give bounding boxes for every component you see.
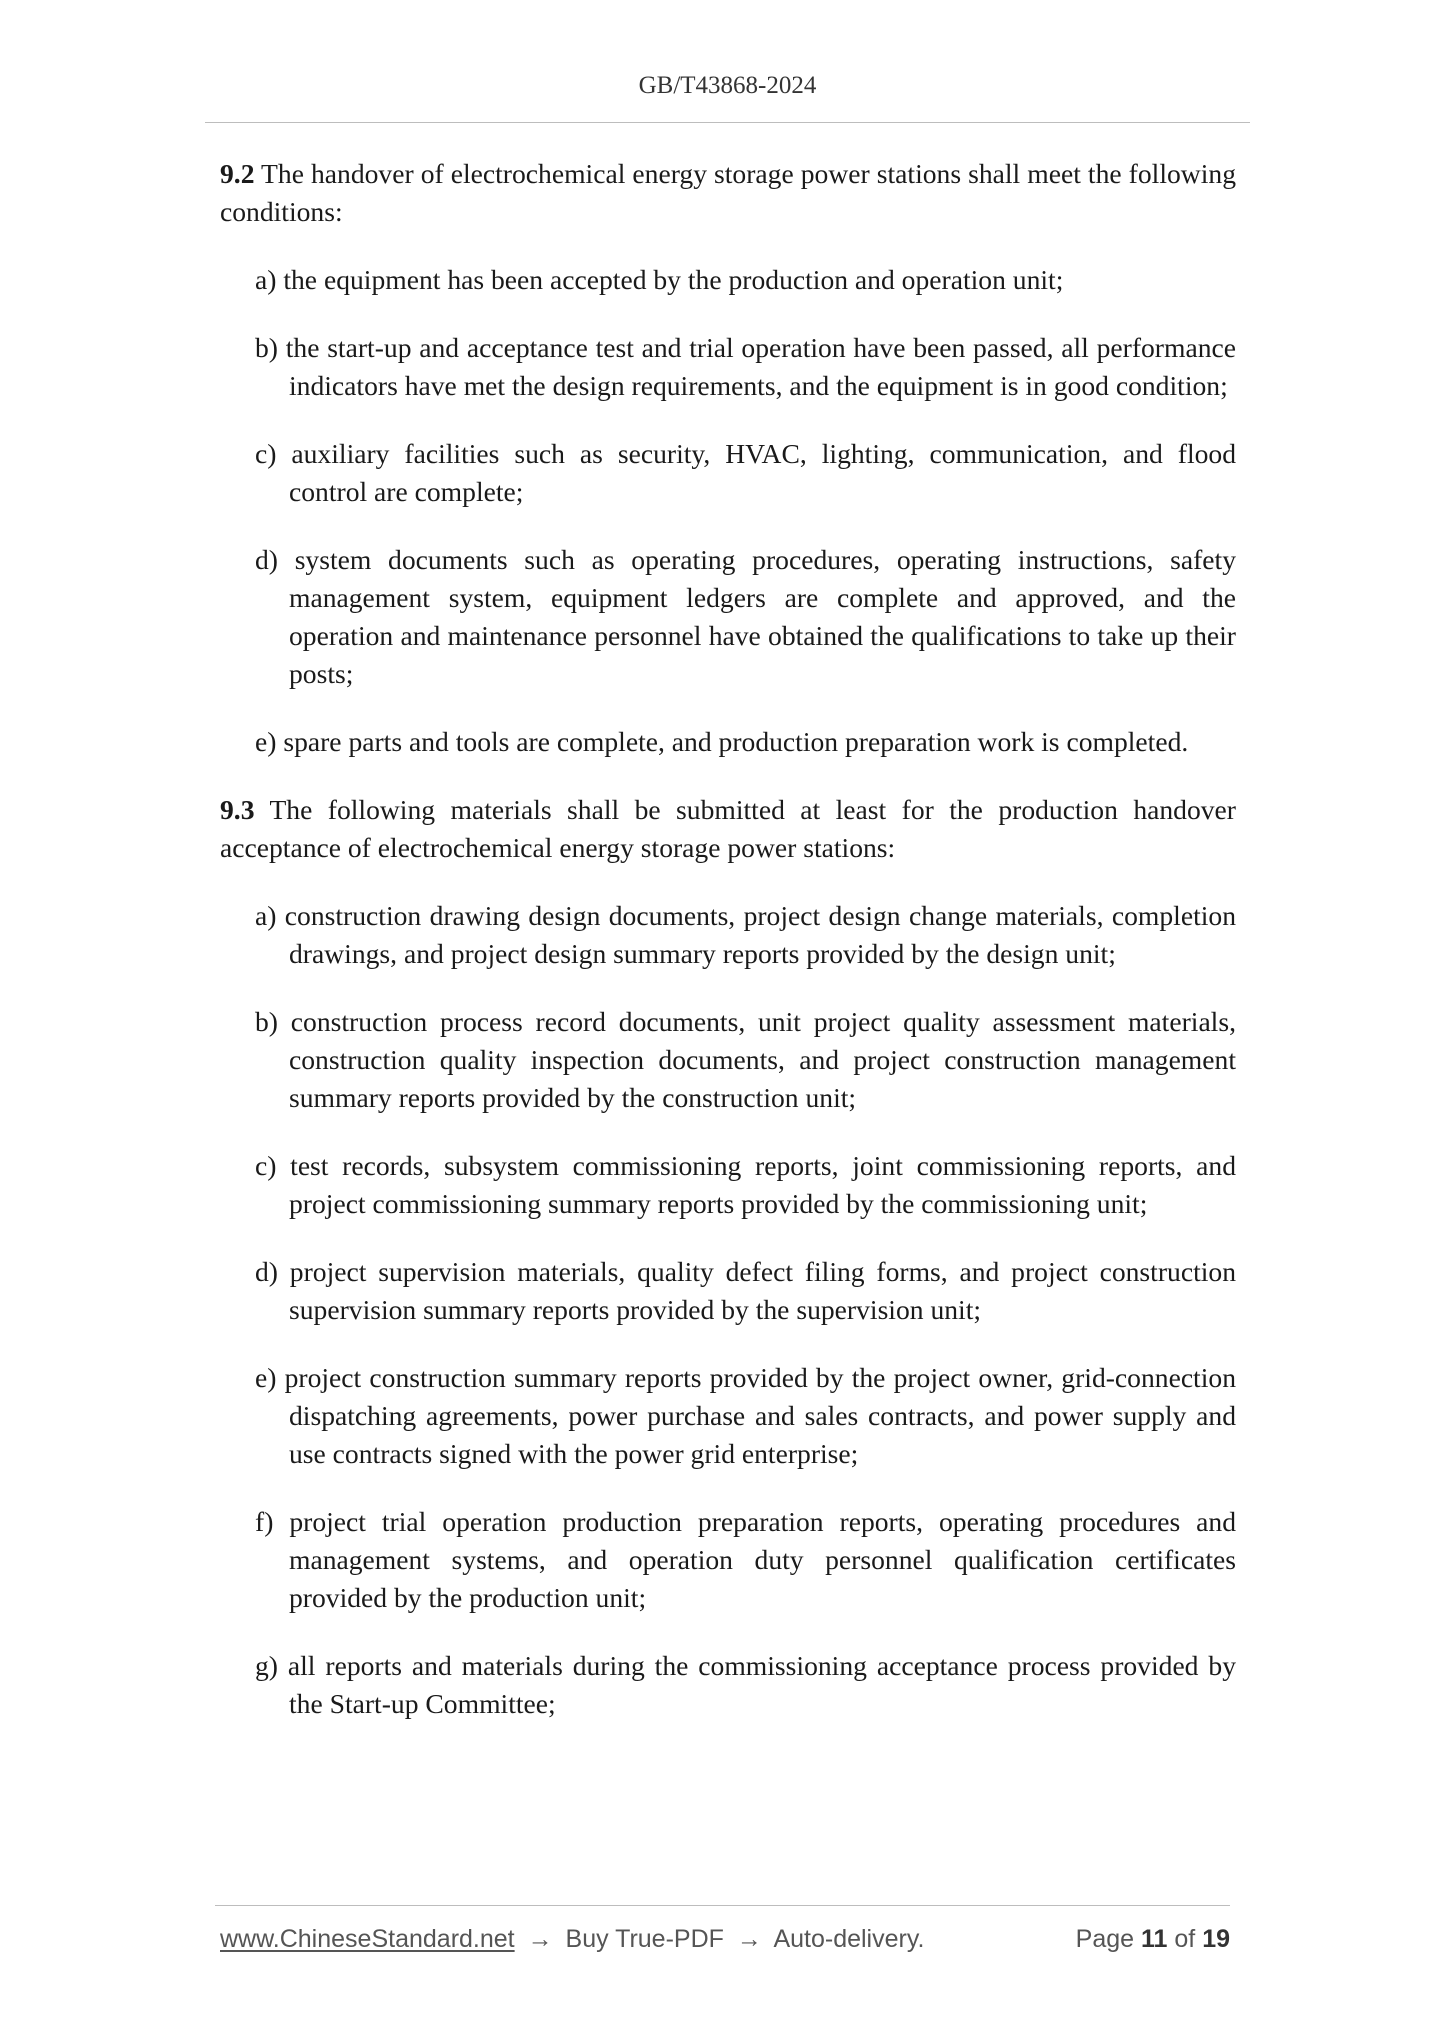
website-link[interactable]: www.ChineseStandard.net [220,1925,515,1953]
page-label: Page [1075,1925,1135,1953]
section-intro-text: The handover of electrochemical energy storage power stations shall meet the following conditions: [220,158,1236,227]
list-item: d) system documents such as operating procedures, operating instructions, safety management system, equipment ledgers are complete and approved, and the operation and maintenance personnel have obtained the qualifications to take up their posts; [255,544,1236,689]
auto-delivery-text: Auto-delivery. [773,1925,925,1953]
list-item: c) test records, subsystem commissioning reports, joint commissioning reports, and project commissioning summary reports provided by the commissioning unit; [255,1150,1236,1219]
page-indicator [1076,1925,1230,1954]
list-item: e) project construction summary reports provided by the project owner, grid-connection dispatching agreements, power purchase and sales contracts, and power supply and use contracts signed with the power grid enterprise; [255,1362,1236,1469]
list-item: b) the start-up and acceptance test and trial operation have been passed, all performance indicators have met the design requirements, and the equipment is in good condition; [255,332,1236,401]
page-footer [220,1925,1230,1954]
section-intro-text: The following materials shall be submitted at least for the production handover acceptance of electrochemical energy storage power stations: [220,794,1236,863]
list-item: f) project trial operation production preparation reports, operating procedures and management systems, and operation duty personnel qualification certificates provided by the production unit; [255,1506,1236,1613]
section-9-2-intro [220,155,1236,231]
list-item: a) the equipment has been accepted by the production and operation unit; [255,264,1064,295]
section-number: 9.2 [220,158,255,189]
list-item: c) auxiliary facilities such as security, HVAC, lighting, communication, and flood control are complete; [255,438,1236,507]
document-header: GB/T43868-2024 [638,72,817,99]
arrow-right-icon: → [736,1925,762,1953]
section-9-3-intro [220,791,1236,867]
list-item: a) construction drawing design documents, project design change materials, completion drawings, and project design summary reports provided by the design unit; [255,900,1236,969]
list-item: e) spare parts and tools are complete, and production preparation work is completed. [255,726,1189,757]
list-item: d) project supervision materials, quality defect filing forms, and project construction supervision summary reports provided by the supervision unit; [255,1256,1236,1325]
page-current: 11 [1140,1925,1168,1953]
header-divider [205,122,1250,123]
page-total: 19 [1202,1925,1230,1953]
list-item: g) all reports and materials during the commissioning acceptance process provided by the Start-up Committee; [255,1650,1236,1719]
list-item: b) construction process record documents, unit project quality assessment materials, construction quality inspection documents, and project construction management summary reports provided by the construction unit; [255,1006,1236,1113]
of-label: of [1174,1925,1196,1953]
footer-divider [215,1905,1230,1906]
arrow-right-icon: → [527,1925,553,1953]
document-body [220,155,1236,1753]
section-number: 9.3 [220,794,255,825]
buy-pdf-text: Buy True-PDF [565,1925,724,1953]
